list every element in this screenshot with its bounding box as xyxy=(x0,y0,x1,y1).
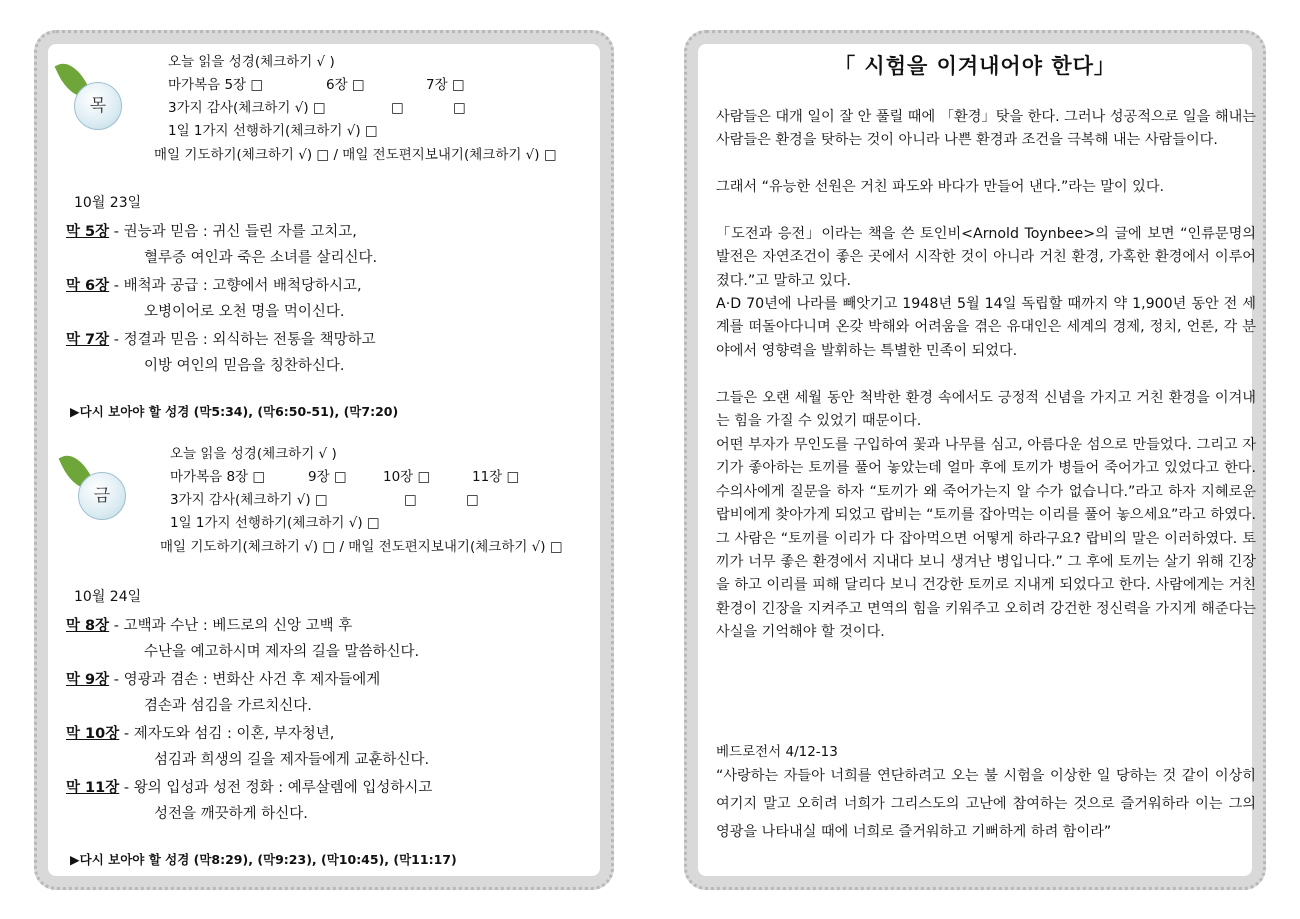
verse-reference: 베드로전서 4/12-13 xyxy=(716,744,838,760)
chapter-entry xyxy=(66,220,357,241)
reading-check-title: 오늘 읽을 성경(체크하기 √ ) xyxy=(170,446,337,462)
reading-check-ch1[interactable]: 마가복음 8장 □ xyxy=(170,469,266,485)
chapter-label: 막 5장 xyxy=(66,224,110,240)
chapter-label: 막 8장 xyxy=(66,618,110,634)
gratitude-check-1[interactable]: 3가지 감사(체크하기 √) □ xyxy=(170,492,328,508)
chapter-summary-cont: 수난을 예고하시며 제자의 길을 말씀하신다. xyxy=(144,644,420,660)
good-deed-check[interactable]: 1일 1가지 선행하기(체크하기 √) □ xyxy=(168,123,378,139)
chapter-summary: - 왕의 입성과 성전 정화 : 예루살렘에 입성하시고 xyxy=(119,780,433,796)
day-badge-friday: 금 xyxy=(78,472,126,520)
review-verses: ▶다시 보아야 할 성경 (막8:29), (막9:23), (막10:45), (막11:17) xyxy=(70,852,457,867)
chapter-summary-cont: 오병이어로 오천 명을 먹이신다. xyxy=(144,304,345,320)
chapter-summary-cont: 섬김과 희생의 길을 제자들에게 교훈하신다. xyxy=(154,752,430,768)
chapter-entry xyxy=(66,668,380,689)
article-paragraph: A·D 70년에 나라를 빼앗기고 1948년 5월 14일 독립할 때까지 약 1,900년 동안 전 세계를 떠돌아다니며 온갖 박해와 어려움을 겪은 유대인은 세계의 경제, 정치, 언론, 각 분야에서 영향력을 발휘하는 특별한 민족이 되었다. xyxy=(716,296,1256,359)
chapter-label: 막 10장 xyxy=(66,726,120,742)
good-deed-check[interactable]: 1일 1가지 선행하기(체크하기 √) □ xyxy=(170,515,380,531)
chapter-summary: - 배척과 공급 : 고향에서 배척당하시고, xyxy=(109,278,362,294)
chapter-summary: - 고백과 수난 : 베드로의 신앙 고백 후 xyxy=(109,618,353,634)
chapter-summary-cont: 겸손과 섬김을 가르치신다. xyxy=(144,698,312,714)
chapter-summary-cont: 성전을 깨끗하게 하신다. xyxy=(154,806,308,822)
chapter-summary: - 제자도와 섬김 : 이혼, 부자청년, xyxy=(119,726,335,742)
chapter-entry xyxy=(66,328,376,349)
chapter-summary: - 정결과 믿음 : 외식하는 전통을 책망하고 xyxy=(109,332,376,348)
article-paragraph: 사람들은 대개 일이 잘 안 풀릴 때에 「환경」탓을 한다. 그러나 성공적으로 일을 해내는 사람들은 환경을 탓하는 것이 아니라 나쁜 환경과 조건을 극복해 내는 사람들이다. xyxy=(716,109,1256,149)
chapter-summary-cont: 혈루증 여인과 죽은 소녀를 살리신다. xyxy=(144,250,378,266)
gratitude-check-3[interactable]: □ xyxy=(466,492,479,508)
reading-check-ch1[interactable]: 마가복음 5장 □ xyxy=(168,77,264,93)
reading-check-ch4[interactable]: 11장 □ xyxy=(472,469,520,485)
article-paragraph: 그들은 오랜 세월 동안 척박한 환경 속에서도 긍정적 신념을 가지고 거친 환경을 이겨내는 힘을 가질 수 있었기 때문이다. xyxy=(716,390,1256,430)
gratitude-check-3[interactable]: □ xyxy=(453,100,466,116)
chapter-entry xyxy=(66,614,352,635)
article-title: 「 시험을 이겨내어야 한다」 xyxy=(834,54,1116,78)
gratitude-check-2[interactable]: □ xyxy=(404,492,417,508)
reading-check-ch3[interactable]: 10장 □ xyxy=(383,469,431,485)
left-page xyxy=(34,30,614,890)
gratitude-check-1[interactable]: 3가지 감사(체크하기 √) □ xyxy=(168,100,326,116)
prayer-letter-check[interactable]: 매일 기도하기(체크하기 √) □ / 매일 전도편지보내기(체크하기 √) □ xyxy=(160,539,563,555)
chapter-label: 막 9장 xyxy=(66,672,110,688)
chapter-entry xyxy=(66,274,362,295)
reading-check-ch3[interactable]: 7장 □ xyxy=(426,77,465,93)
article-paragraph: 어떤 부자가 무인도를 구입하여 꽃과 나무를 심고, 아름다운 섬으로 만들었다. 그리고 자기가 좋아하는 토끼를 풀어 놓았는데 얼마 후에 토끼가 병들어 죽어가고 있었다고 한다. 수의사에게 질문을 하자 “토끼가 왜 죽어가는지 알 수가 없습니다.”라고 하자 지혜로운 랍비에게 찾아가게 되었고 랍비는 “토끼를 잡아먹는 이리를 풀어 놓으세요”라고 하였다. 그 사람은 “토끼를 이리가 다 잡아먹으면 어떻게 하라구요? 랍비의 말은 이러하였다. 토끼가 너무 좋은 환경에서 지내다 보니 생겨난 병입니다.” 그 후에 토끼는 살기 위해 긴장을 하고 이리를 피해 달리다 보니 건강한 토끼로 지내게 되었다고 한다. 사람에게는 거친 환경이 긴장을 지켜주고 면역의 힘을 키워주고 오히려 강건한 정신력을 가지게 해준다는 사실을 기억해야 할 것이다. xyxy=(716,437,1256,641)
date-label: 10월 24일 xyxy=(74,589,142,605)
day-badge-thursday: 목 xyxy=(74,82,122,130)
gratitude-check-2[interactable]: □ xyxy=(391,100,404,116)
reading-check-ch2[interactable]: 6장 □ xyxy=(326,77,365,93)
review-verses: ▶다시 보아야 할 성경 (막5:34), (막6:50-51), (막7:20) xyxy=(70,404,399,419)
chapter-label: 막 7장 xyxy=(66,332,110,348)
chapter-label: 막 6장 xyxy=(66,278,110,294)
chapter-label: 막 11장 xyxy=(66,780,120,796)
article-paragraph: 그래서 “유능한 선원은 거친 파도와 바다가 만들어 낸다.”라는 말이 있다. xyxy=(716,179,1165,195)
prayer-letter-check[interactable]: 매일 기도하기(체크하기 √) □ / 매일 전도편지보내기(체크하기 √) □ xyxy=(154,147,557,163)
reading-check-ch2[interactable]: 9장 □ xyxy=(308,469,347,485)
chapter-entry xyxy=(66,722,334,743)
chapter-entry xyxy=(66,776,432,797)
chapter-summary: - 영광과 겸손 : 변화산 사건 후 제자들에게 xyxy=(109,672,381,688)
right-page xyxy=(684,30,1266,890)
reading-check-title: 오늘 읽을 성경(체크하기 √ ) xyxy=(168,54,335,70)
verse-quote: “사랑하는 자들아 너희를 연단하려고 오는 불 시험을 이상한 일 당하는 것 같이 이상히 여기지 말고 오히려 너희가 그리스도의 고난에 참여하는 것으로 즐거워하라 이는 그의 영광을 나타내실 때에 너희로 즐거워하고 기뻐하게 하려 함이라” xyxy=(716,768,1256,840)
chapter-summary-cont: 이방 여인의 믿음을 칭찬하신다. xyxy=(144,358,345,374)
date-label: 10월 23일 xyxy=(74,195,142,211)
chapter-summary: - 권능과 믿음 : 귀신 들린 자를 고치고, xyxy=(109,224,357,240)
article-paragraph: 「도전과 응전」이라는 책을 쓴 토인비<Arnold Toynbee>의 글에 보면 “인류문명의 발전은 자연조건이 좋은 곳에서 시작한 것이 아니라 거친 환경, 가혹한 환경에서 이루어졌다.”고 말하고 있다. xyxy=(716,226,1256,289)
